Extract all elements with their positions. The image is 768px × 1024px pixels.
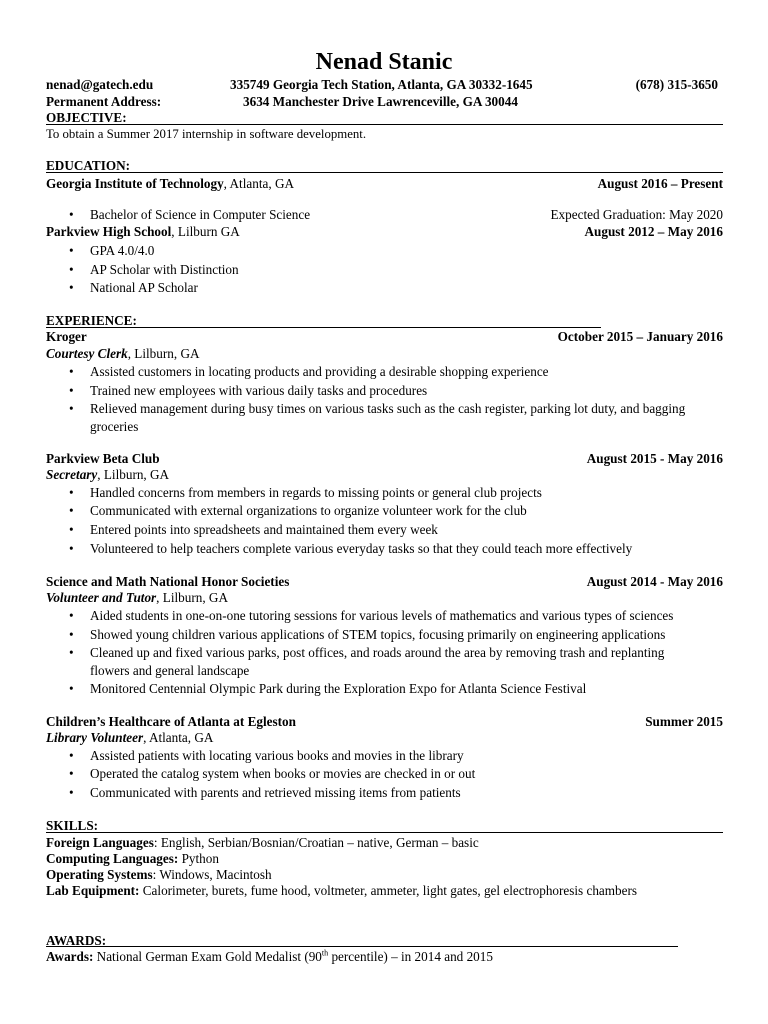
skill-label: Lab Equipment:	[46, 883, 140, 898]
objective-heading: OBJECTIVE:	[46, 110, 127, 125]
school-dates: August 2012 – May 2016	[584, 224, 723, 239]
awards-text-end: percentile) – in 2014 and 2015	[328, 949, 493, 964]
job-role: Courtesy Clerk	[46, 346, 128, 361]
awards-heading: AWARDS:	[46, 933, 107, 948]
skill-label: Computing Languages:	[46, 851, 179, 866]
job-dates: August 2014 - May 2016	[586, 574, 723, 589]
job-role-line	[46, 589, 228, 607]
skill-value: Calorimeter, burets, fume hood, voltmeter, ammeter, light gates, gel electrophoresis chambers	[139, 883, 638, 898]
list-item: • Assisted customers in locating products and providing a desirable shopping experience	[90, 363, 730, 381]
skill-value: English, Serbian/Bosnian/Croatian – native, German – basic	[157, 835, 479, 850]
awards-text: National German Exam Gold Medalist (90	[93, 949, 322, 964]
job-dates: August 2015 - May 2016	[586, 451, 723, 466]
awards-superscript: th	[321, 948, 329, 958]
list-item: • Monitored Centennial Olympic Park during the Exploration Expo for Atlanta Science Festival	[90, 680, 730, 698]
skills-divider	[46, 832, 723, 833]
list-item: • AP Scholar with Distinction	[90, 261, 730, 279]
school-name: Parkview High School	[46, 224, 172, 239]
skills-heading: SKILLS:	[46, 818, 99, 833]
school-entry	[46, 223, 240, 241]
list-item: • Handled concerns from members in regards to missing points or general club projects	[90, 484, 730, 502]
campus-address: 335749 Georgia Tech Station, Atlanta, GA 30332-1645	[230, 77, 533, 92]
list-item: • Entered points into spreadsheets and maintained them every week	[90, 521, 730, 539]
experience-heading: EXPERIENCE:	[46, 313, 137, 328]
school-row	[46, 175, 723, 193]
list-item: • Communicated with external organizations to organize volunteer work for the club	[90, 502, 730, 520]
awards-line	[46, 948, 493, 966]
permanent-address-label: Permanent Address:	[46, 94, 162, 109]
awards-divider	[46, 946, 678, 947]
skill-separator: :	[153, 835, 158, 850]
job-location: , Lilburn, GA	[156, 590, 228, 605]
objective-text: To obtain a Summer 2017 internship in software development.	[46, 127, 367, 141]
job-role-line	[46, 345, 200, 363]
list-item: • National AP Scholar	[90, 279, 730, 297]
job-dates: October 2015 – January 2016	[557, 329, 723, 344]
job-location: , Lilburn, GA	[97, 467, 170, 482]
candidate-name: Nenad Stanic	[315, 49, 453, 75]
school-name: Georgia Institute of Technology	[46, 176, 224, 191]
email[interactable]: nenad@gatech.edu	[46, 77, 154, 92]
job-org: Science and Math National Honor Societies	[46, 574, 290, 589]
job-dates: Summer 2015	[645, 714, 723, 729]
school-dates: August 2016 – Present	[597, 176, 723, 191]
list-item: • Bachelor of Science in Computer Science	[90, 206, 730, 224]
education-divider	[46, 172, 723, 173]
job-org: Kroger	[46, 329, 87, 344]
list-item: • Trained new employees with various daily tasks and procedures	[90, 382, 730, 400]
list-item: • Communicated with parents and retrieved missing items from patients	[90, 784, 730, 802]
job-role: Secretary	[46, 467, 98, 482]
awards-label: Awards:	[46, 949, 94, 964]
school-location: , Atlanta, GA	[223, 176, 294, 191]
job-row	[46, 328, 723, 346]
phone-number: (678) 315-3650	[635, 77, 718, 92]
list-item: • Operated the catalog system when books or movies are checked in or out	[90, 765, 730, 783]
school-entry	[46, 175, 294, 193]
expected-graduation: Expected Graduation: May 2020	[550, 207, 723, 222]
job-location: , Lilburn, GA	[127, 346, 200, 361]
list-item: • Showed young children various applications of STEM topics, focusing primarily on engineering applications	[90, 626, 730, 644]
skill-line	[46, 882, 637, 900]
education-heading: EDUCATION:	[46, 158, 131, 173]
list-item: • Assisted patients with locating various books and movies in the library	[90, 747, 730, 765]
list-item: • GPA 4.0/4.0	[90, 242, 730, 260]
skill-label: Operating Systems	[46, 867, 153, 882]
school-location: , Lilburn GA	[171, 224, 240, 239]
skill-separator: :	[152, 867, 157, 882]
list-item: • Aided students in one-on-one tutoring sessions for various levels of mathematics and various types of sciences	[90, 607, 730, 625]
skill-value: Windows, Macintosh	[156, 867, 272, 882]
list-item: • Volunteered to help teachers complete various everyday tasks so that they could teach more effectively	[90, 540, 730, 558]
job-role: Volunteer and Tutor	[46, 590, 157, 605]
skill-value: Python	[178, 851, 219, 866]
job-role: Library Volunteer	[46, 730, 144, 745]
job-role-line	[46, 466, 169, 484]
permanent-address: 3634 Manchester Drive Lawrenceville, GA 30044	[243, 94, 518, 109]
list-item: • Cleaned up and fixed various parks, post offices, and roads around the area by removing trash and replanting flowers and general landscape	[90, 644, 700, 680]
school-row	[46, 223, 723, 241]
skill-label: Foreign Languages	[46, 835, 154, 850]
list-item: • Relieved management during busy times on various tasks such as the cash register, parking lot duty, and bagging groceries	[90, 400, 725, 436]
job-org: Parkview Beta Club	[46, 451, 160, 466]
job-location: , Atlanta, GA	[143, 730, 214, 745]
job-org: Children’s Healthcare of Atlanta at Egleston	[46, 714, 296, 729]
job-role-line	[46, 729, 213, 747]
